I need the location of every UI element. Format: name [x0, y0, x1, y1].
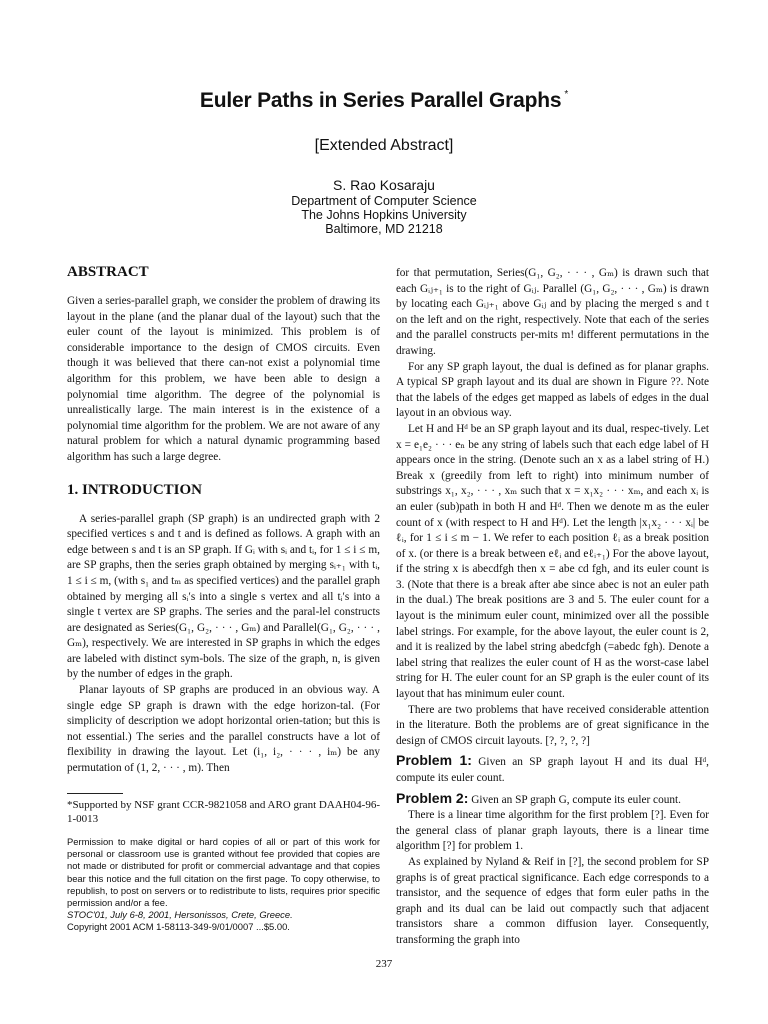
affiliation-line: Baltimore, MD 21218 — [325, 222, 443, 236]
problem-1-text: Given an SP graph layout H and its dual Hᵈ, compute its euler count. — [396, 756, 709, 784]
problem-2 — [396, 791, 709, 809]
body-paragraph: Let H and Hᵈ be an SP graph layout and its dual, respec-tively. Let x = e₁e₂ · · · eₙ be any string of labels such that each edge label of H appears once in the string. (Denote such an x as a label string of H.) Break x (greedily from left to right) into minimum number of substrings x₁, x₂, · · · , xₘ such that x = x₁x₂ · · · xₘ, and each xᵢ is an euler (sub)path in both H and Hᵈ. Then we denote m as the euler count of x (with respect to H and Hᵈ). Let the length |x₁x₂ · · · xᵢ| be ℓᵢ, for 1 ≤ i ≤ m − 1. We refer to each position ℓᵢ as a break position of x. (or there is a break between eℓᵢ and eℓᵢ₊₁) For the above layout, if the string x is abecdfgh then x = abe cd fgh, and its euler count is 3. (Note that there is a break after abe since abec is not an euler path in the dual.) The break positions are 3 and 5. The euler count for a layout is the minimum euler count, minimized over all the possible label strings. For example, for the above layout, the euler count is 2, and it is realized by the label string abedcfgh (=abedc fgh). Denote a label string that realizes the euler count of H as the worst-case label string for H. The euler count for an SP graph is the euler count of its layout that has minimum euler count. — [396, 422, 709, 701]
intro-paragraph: A series-parallel graph (SP graph) is an undirected graph with 2 specified vertices s and t and is defined as follows. A graph with an edge between s and t is an SP graph. If Gᵢ with sᵢ and tᵢ, for 1 ≤ i ≤ m, are SP graphs, then the series graph obtained by merging sᵢ₊₁ with tᵢ, 1 ≤ i ≤ m, (with s₁ and tₘ as specified vertices) and the parallel graph obtained by merging all sᵢ′s into a single s vertex and all tᵢ′s into a single t vertex are SP graphs. The series and the paral-lel constructs are designated as Series(G₁, G₂, · · · , Gₘ) and Parallel(G₁, G₂, · · · , Gₘ), respectively. We are interested in SP graphs in which the edges are labeled with distinct sym-bols. The size of the graph, n, is given by the number of edges in the graph. — [67, 512, 380, 681]
intro-paragraph: Planar layouts of SP graphs are produced in an obvious way. A single edge SP graph is drawn with the edge horizon-tal. (For simplicity of description we adopt horizontal orien-tation; but this is not essential.) The series and the parallel constructs have a lot of flexibility in drawing the layout. Let (i₁, i₂, · · · , iₘ) be any permutation of (1, 2, · · · , m). Then — [67, 684, 380, 775]
copyright-line: Copyright 2001 ACM 1-58113-349-9/01/0007 ...$5.00. — [67, 921, 290, 933]
author-name: S. Rao Kosaraju — [333, 177, 435, 193]
problem-1 — [396, 753, 709, 786]
paper-title — [0, 89, 768, 113]
right-column — [396, 266, 709, 949]
permission-notice — [67, 836, 380, 934]
title-footnote-mark: * — [564, 89, 569, 100]
body-paragraph: As explained by Nyland & Reif in [?], the second problem for SP graphs is of great practical significance. Each edge corresponds to a transistor, and the sequence of edges that form euler paths in the graph and its dual can be laid out compactly such that adjacent transistors share a common diffusion layer. Consequently, transforming the graph into — [396, 855, 709, 946]
affiliation-line: The Johns Hopkins University — [301, 208, 467, 222]
paper-subtitle: [Extended Abstract] — [314, 137, 454, 154]
abstract-text: Given a series-parallel graph, we consider the problem of drawing its layout in the plane (and the planar dual of the layout) such that the euler count of the layout is minimized. This problem is of considerable importance to the design of CMOS circuits. Even though it was believed that there can-not exist a polynomial time algorithm for this problem, we have been able to design a polynomial time algorithm. The degree of the polynomial is unrealistically large. The main interest is in the existence of a polynomial time algorithm for the problem. We are not aware of any natural problem for which a natural dynamic programming based algorithm has such a large degree. — [67, 295, 380, 463]
body-paragraph: There is a linear time algorithm for the first problem [?]. Even for the general class of planar graph layouts, there is a linear time algorithm [?] for problem 1. — [396, 809, 709, 853]
footnote-divider — [67, 793, 123, 794]
paper-title-text: Euler Paths in Series Parallel Graphs — [199, 89, 562, 112]
problem-1-label: Problem 1: — [396, 752, 472, 769]
body-paragraph: There are two problems that have received considerable attention in the literature. Both the problems are of great significance in the design of CMOS circuit layouts. [?, ?, ?, ?] — [396, 703, 709, 747]
permission-text: Permission to make digital or hard copies of all or part of this work for personal or classroom use is granted without fee provided that copies are not made or distributed for profit or commercial advantage and that copies bear this notice and the full citation on the first page. To copy otherwise, to republish, to post on servers or to redistribute to lists, requires prior specific permission and/or a fee. — [67, 836, 380, 909]
abstract-heading: ABSTRACT — [67, 264, 149, 280]
conference-line: STOC'01, July 6-8, 2001, Hersonissos, Crete, Greece. — [67, 909, 293, 921]
page-number: 237 — [375, 958, 393, 970]
left-column — [67, 262, 380, 827]
problem-2-text: Given an SP graph G, compute its euler count. — [471, 793, 681, 806]
footnote: *Supported by NSF grant CCR-9821058 and ARO grant DAAH04-96-1-0013 — [67, 798, 380, 826]
affiliation-line: Department of Computer Science — [291, 194, 477, 208]
body-paragraph: For any SP graph layout, the dual is defined as for planar graphs. A typical SP graph layout and its dual are shown in Figure ??. Note that the labels of the edges get mapped as labels of edges in the dual layout in an obvious way. — [396, 360, 709, 420]
problem-2-label: Problem 2: — [396, 789, 469, 806]
introduction-heading: 1. INTRODUCTION — [67, 481, 203, 498]
body-paragraph: for that permutation, Series(G₁, G₂, · · · , Gₘ) is drawn such that each Gᵢⱼ₊₁ is to the right of Gᵢⱼ. Parallel (G₁, G₂, · · · , Gₘ) is drawn by locating each Gᵢⱼ₊₁ above Gᵢⱼ and by placing the merged s and t on the left and on the right, respectively. Note that each of the series and the parallel constructs per-mits m! different permutations in the drawing. — [396, 267, 709, 357]
